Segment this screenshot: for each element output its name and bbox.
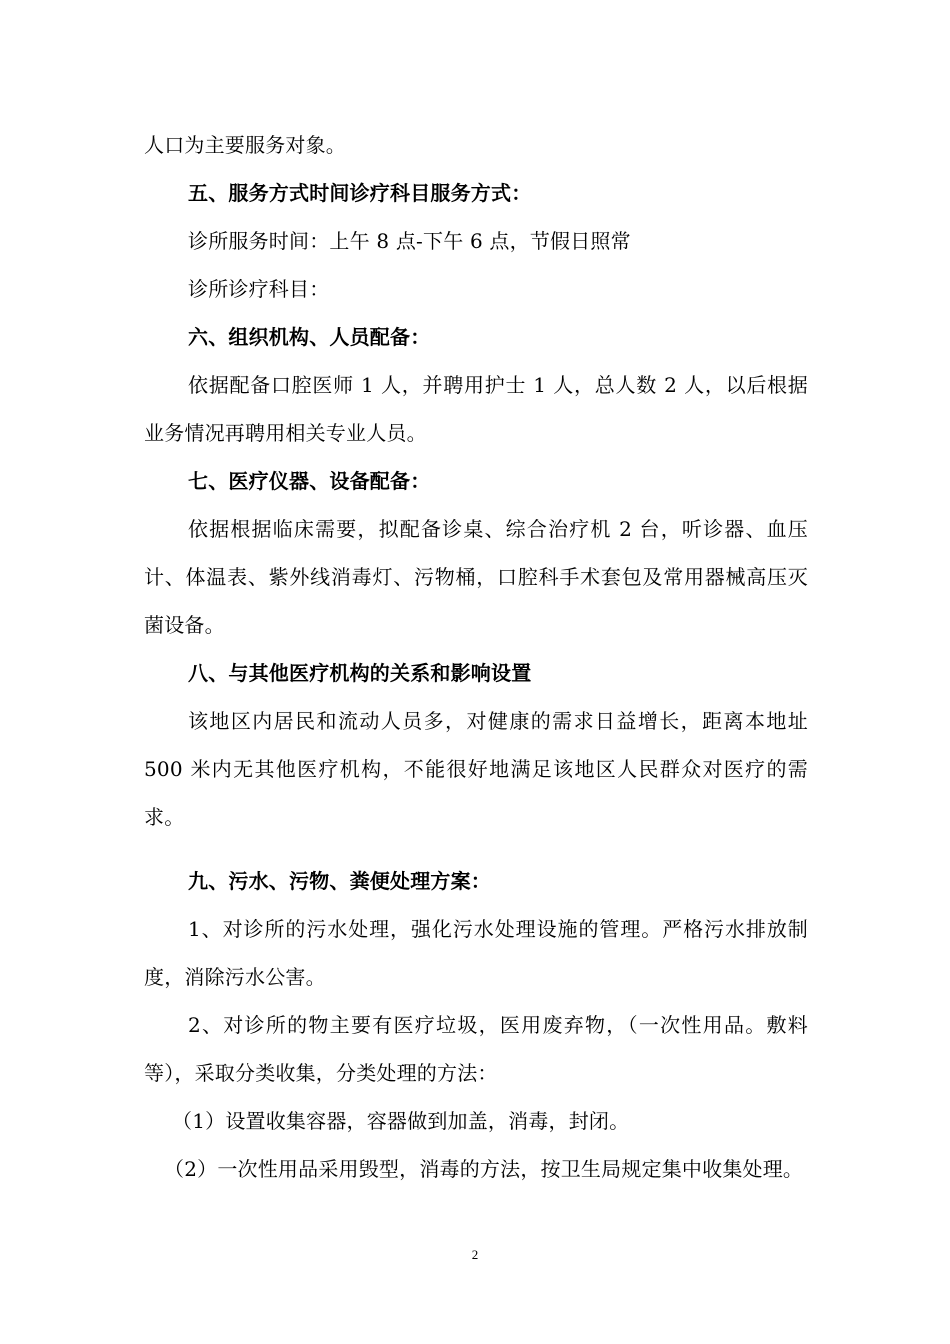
section-heading-7: 七、医疗仪器、设备配备：	[188, 469, 431, 493]
list-item: （2）一次性用品采用毁型，消毒的方法，按卫生局规定集中收集处理。	[164, 1157, 804, 1181]
document-body	[144, 121, 808, 1193]
paragraph: 依据配备口腔医师 1 人，并聘用护士 1 人，总人数 2 人，以后根据业务情况再聘用相关专业人员。	[144, 373, 808, 445]
paragraph: 诊所诊疗科目：	[188, 277, 330, 301]
paragraph: 该地区内居民和流动人员多，对健康的需求日益增长，距离本地址 500 米内无其他医疗机构，不能很好地满足该地区人民群众对医疗的需求。	[144, 709, 808, 829]
section-heading-9: 九、污水、污物、粪便处理方案：	[188, 869, 491, 893]
section-heading-8: 八、与其他医疗机构的关系和影响设置	[188, 661, 532, 685]
paragraph: 诊所服务时间：上午 8 点-下午 6 点，节假日照常	[188, 229, 631, 253]
list-item: （1）设置收集容器，容器做到加盖，消毒，封闭。	[172, 1109, 630, 1133]
paragraph: 依据根据临床需要，拟配备诊桌、综合治疗机 2 台，听诊器、血压计、体温表、紫外线消毒灯、污物桶，口腔科手术套包及常用器械高压灭菌设备。	[144, 517, 808, 637]
paragraph: 1、对诊所的污水处理，强化污水处理设施的管理。严格污水排放制度，消除污水公害。	[144, 917, 808, 989]
paragraph: 人口为主要服务对象。	[144, 133, 346, 157]
section-heading-6: 六、组织机构、人员配备：	[188, 325, 431, 349]
page-number: 2	[471, 1247, 479, 1262]
paragraph: 2、对诊所的物主要有医疗垃圾，医用废弃物，（一次性用品。敷料等），采取分类收集，分类处理的方法：	[144, 1013, 808, 1085]
section-heading-5: 五、服务方式时间诊疗科目服务方式：	[188, 181, 532, 205]
